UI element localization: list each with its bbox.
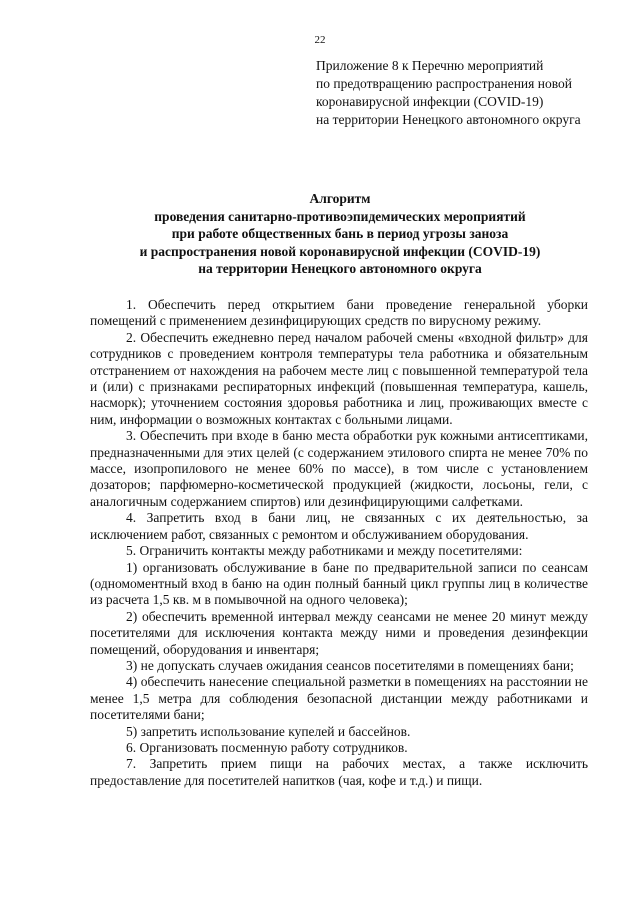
paragraph: 4) обеспечить нанесение специальной разметки в помещениях на расстоянии не менее 1,5 метра для соблюдения безопасной дистанции между работниками и посетителями бани; [90,674,588,723]
paragraph: 6. Организовать посменную работу сотрудников. [126,739,408,755]
paragraph: 3) не допускать случаев ожидания сеансов посетителями в помещениях бани; [126,657,574,673]
document-title [90,190,590,278]
paragraph: 1. Обеспечить перед открытием бани проведение генеральной уборки помещений с применением дезинфицирующих средств по вирусному режиму. [90,297,588,329]
appendix-line: Приложение 8 к Перечню мероприятий [316,58,544,73]
paragraph: 5. Ограничить контакты между работниками и между посетителями: [126,543,523,559]
paragraph: 2. Обеспечить ежедневно перед началом рабочей смены «входной фильтр» для сотрудников с проведением контроля температуры тела работника и обязательным отстранением от нахождения на рабочем месте лиц с повышенной температурой тела и (или) с признаками респираторных инфекций (повышенная температура, кашель, насморк); уточнением состояния здоровья работника и лиц, проживающих вместе с ним, информации о возможных контактах с больными лицами. [90,329,588,427]
paragraph: 5) запретить использование купелей и бассейнов. [126,723,411,739]
paragraph: 4. Запретить вход в бани лиц, не связанных с их деятельностью, за исключением работ, связанных с ремонтом и обслуживанием оборудования. [90,510,588,542]
page-number: 22 [314,34,326,46]
title-line: Алгоритм [309,191,371,206]
paragraph: 1) организовать обслуживание в бане по предварительной записи по сеансам (одномоментный вход в баню на один полный банный цикл группы лиц в количестве из расчета 1,5 кв. м в помывочной на одного человека); [90,559,588,608]
appendix-header [316,57,616,129]
paragraph: 2) обеспечить временной интервал между сеансами не менее 20 минут между посетителями для исключения контакта между ними и проведения дезинфекции помещений, оборудования и инвентаря; [90,608,588,657]
appendix-line: на территории Ненецкого автономного округа [316,112,581,127]
document-body [90,297,588,789]
appendix-line: коронавирусной инфекции (COVID-19) [316,94,544,109]
title-line: и распространения новой коронавирусной инфекции (COVID-19) [139,243,541,259]
title-line: проведения санитарно-противоэпидемических мероприятий [154,208,526,224]
title-line: при работе общественных бань в период угрозы заноза [171,226,509,241]
title-line: на территории Ненецкого автономного округа [198,261,482,276]
appendix-line: по предотвращению распространения новой [316,76,572,91]
paragraph: 3. Обеспечить при входе в баню места обработки рук кожными антисептиками, предназначенными для этих целей (с содержанием этилового спирта не менее 70% по массе, изопропилового не менее 60% по массе), в том числе с установлением дозаторов; парфюмерно-косметической продукцией (жидкости, лосьоны, гели, с аналогичным содержанием спиртов) или дезинфицирующими салфетками. [90,428,588,509]
paragraph: 7. Запретить прием пищи на рабочих местах, а также исключить предоставление для посетителей напитков (чая, кофе и т.д.) и пищи. [90,756,588,788]
